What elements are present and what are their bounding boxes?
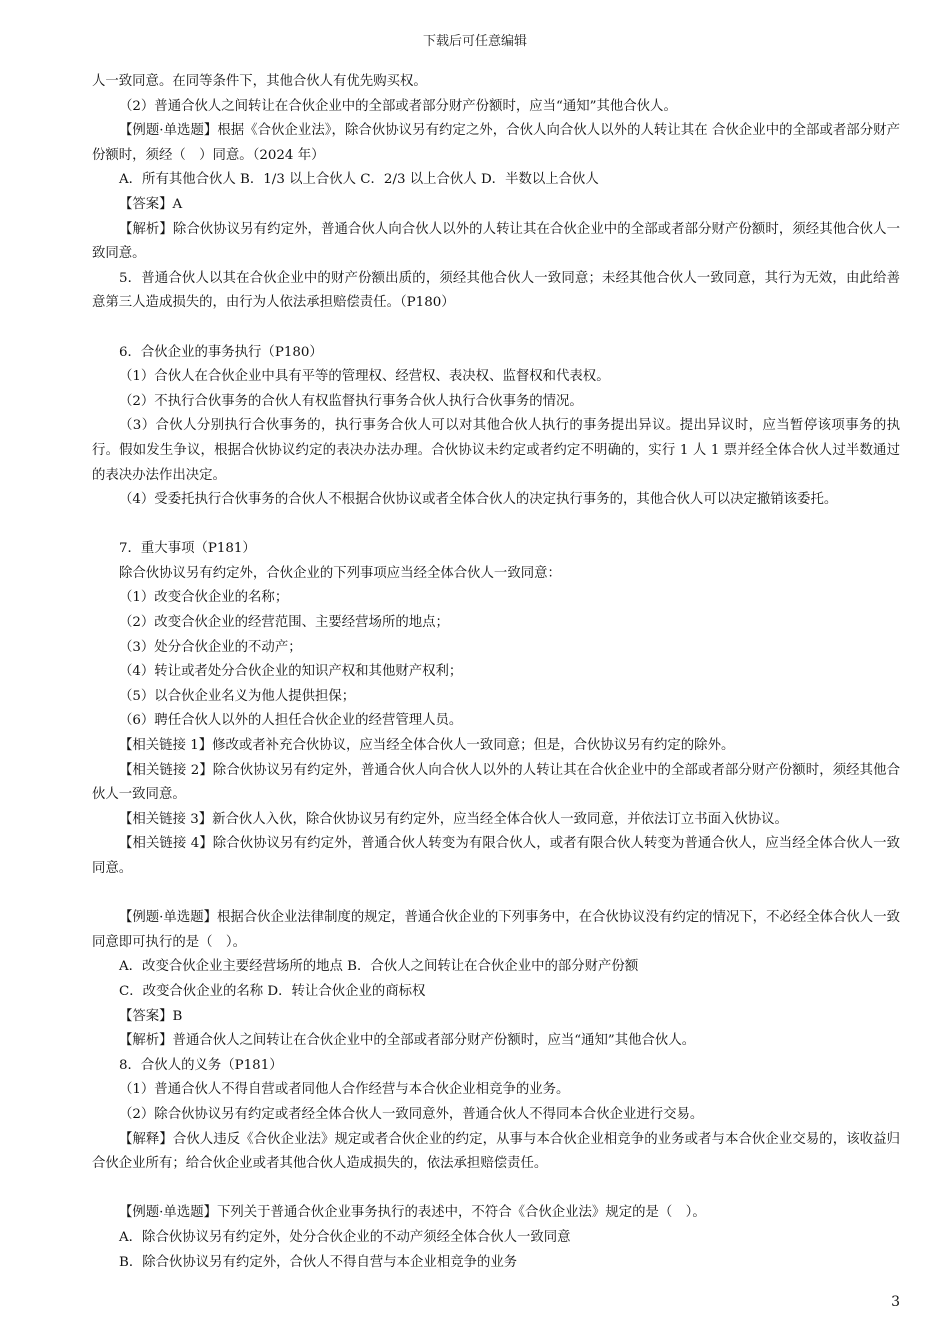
paragraph: 【相关链接 3】新合伙人入伙，除合伙协议另有约定外，应当经全体合伙人一致同意，并依法订立书面入伙协议。 xyxy=(119,811,788,827)
paragraph: （4）转让或者处分合伙企业的知识产权和其他财产权利； xyxy=(119,664,463,680)
paragraph: 8．合伙人的义务（P181） xyxy=(119,1057,283,1073)
paragraph: （1）改变合伙企业的名称； xyxy=(119,590,289,606)
blank-line xyxy=(92,316,900,341)
paragraph: 7．重大事项（P181） xyxy=(119,541,256,557)
paragraph: （3）合伙人分别执行合伙事务的，执行事务合伙人可以对其他合伙人执行的事务提出异议。提出异议时，应当暂停该项事务的执行。假如发生争议，根据合伙协议约定的表决办法办理。合伙协议未约定或者约定不明确的，实行 1 人 1 票并经全体合伙人过半数通过的表决办法作出决定。 xyxy=(92,418,900,483)
paragraph: A．改变合伙企业主要经营场所的地点 B．合伙人之间转让在合伙企业中的部分财产份额 xyxy=(119,959,639,975)
paragraph: 【解析】普通合伙人之间转让在合伙企业中的全部或者部分财产份额时，应当“通知”其他合伙人。 xyxy=(119,1033,696,1049)
blank-line xyxy=(92,513,900,538)
document-body xyxy=(92,70,900,1275)
paragraph: B．除合伙协议另有约定外，合伙人不得自营与本企业相竞争的业务 xyxy=(119,1254,518,1270)
paragraph: 【解释】合伙人违反《合伙企业法》规定或者合伙企业的约定，从事与本合伙企业相竞争的业务或者与本合伙企业交易的，该收益归合伙企业所有；给合伙企业或者其他合伙人造成损失的，依法承担赔偿责任。 xyxy=(92,1131,900,1172)
paragraph: 【相关链接 2】除合伙协议另有约定外，普通合伙人向合伙人以外的人转让其在合伙企业中的全部或者部分财产份额时，须经其他合伙人一致同意。 xyxy=(92,762,900,803)
paragraph: （2）改变合伙企业的经营范围、主要经营场所的地点； xyxy=(119,615,449,631)
paragraph: （1）合伙人在合伙企业中具有平等的管理权、经营权、表决权、监督权和代表权。 xyxy=(119,369,610,385)
paragraph: 【例题·单选题】根据合伙企业法律制度的规定，普通合伙企业的下列事务中，在合伙协议没有约定的情况下，不必经全体合伙人一致同意即可执行的是（ ）。 xyxy=(92,910,900,950)
page-number: 3 xyxy=(891,1294,900,1310)
paragraph: （1）普通合伙人不得自营或者同他人合作经营与本合伙企业相竞争的业务。 xyxy=(119,1082,570,1098)
paragraph: 【答案】B xyxy=(119,1008,183,1024)
paragraph: 【解析】除合伙协议另有约定外，普通合伙人向合伙人以外的人转让其在合伙企业中的全部或者部分财产份额时，须经其他合伙人一致同意。 xyxy=(92,221,900,262)
paragraph: 5．普通合伙人以其在合伙企业中的财产份额出质的，须经其他合伙人一致同意；未经其他合伙人一致同意，其行为无效，由此给善意第三人造成损失的，由行为人依法承担赔偿责任。（P180） xyxy=(92,270,900,311)
paragraph: C．改变合伙企业的名称 D．转让合伙企业的商标权 xyxy=(119,983,426,999)
paragraph: （5）以合伙企业名义为他人提供担保； xyxy=(119,688,356,704)
paragraph: （6）聘任合伙人以外的人担任合伙企业的经营管理人员。 xyxy=(119,713,463,729)
paragraph: 6．合伙企业的事务执行（P180） xyxy=(119,344,323,360)
paragraph: 【例题·单选题】根据《合伙企业法》，除合伙协议另有约定之外，合伙人向合伙人以外的人转让其在 合伙企业中的全部或者部分财产份额时，须经（ ）同意。（2024 年） xyxy=(92,123,900,163)
paragraph: （2）除合伙协议另有约定或者经全体合伙人一致同意外，普通合伙人不得同本合伙企业进行交易。 xyxy=(119,1106,704,1122)
blank-line xyxy=(92,882,900,907)
paragraph: 【相关链接 1】修改或者补充合伙协议，应当经全体合伙人一致同意；但是，合伙协议另有约定的除外。 xyxy=(119,738,735,754)
paragraph: （4）受委托执行合伙事务的合伙人不根据合伙协议或者全体合伙人的决定执行事务的，其他合伙人可以决定撤销该委托。 xyxy=(119,492,838,508)
paragraph: （3）处分合伙企业的不动产； xyxy=(119,639,302,655)
paragraph: （2）普通合伙人之间转让在合伙企业中的全部或者部分财产份额时，应当“通知”其他合伙人。 xyxy=(119,98,677,114)
paragraph: 【相关链接 4】除合伙协议另有约定外，普通合伙人转变为有限合伙人，或者有限合伙人转变为普通合伙人，应当经全体合伙人一致同意。 xyxy=(92,836,900,876)
blank-line xyxy=(92,1177,900,1202)
paragraph: A．所有其他合伙人 B．1/3 以上合伙人 C．2/3 以上合伙人 D．半数以上合伙人 xyxy=(119,172,599,188)
paragraph: 除合伙协议另有约定外，合伙企业的下列事项应当经全体合伙人一致同意： xyxy=(119,565,561,581)
paragraph: 【例题·单选题】下列关于普通合伙企业事务执行的表述中，不符合《合伙企业法》规定的是（ ）。 xyxy=(119,1205,706,1221)
paragraph: 【答案】A xyxy=(119,196,183,212)
page-header: 下载后可任意编辑 xyxy=(422,34,527,49)
paragraph: A．除合伙协议另有约定外，处分合伙企业的不动产须经全体合伙人一致同意 xyxy=(119,1229,571,1245)
paragraph: （2）不执行合伙事务的合伙人有权监督执行事务合伙人执行合伙事务的情况。 xyxy=(119,393,583,409)
paragraph: 人一致同意。在同等条件下，其他合伙人有优先购买权。 xyxy=(92,74,427,89)
